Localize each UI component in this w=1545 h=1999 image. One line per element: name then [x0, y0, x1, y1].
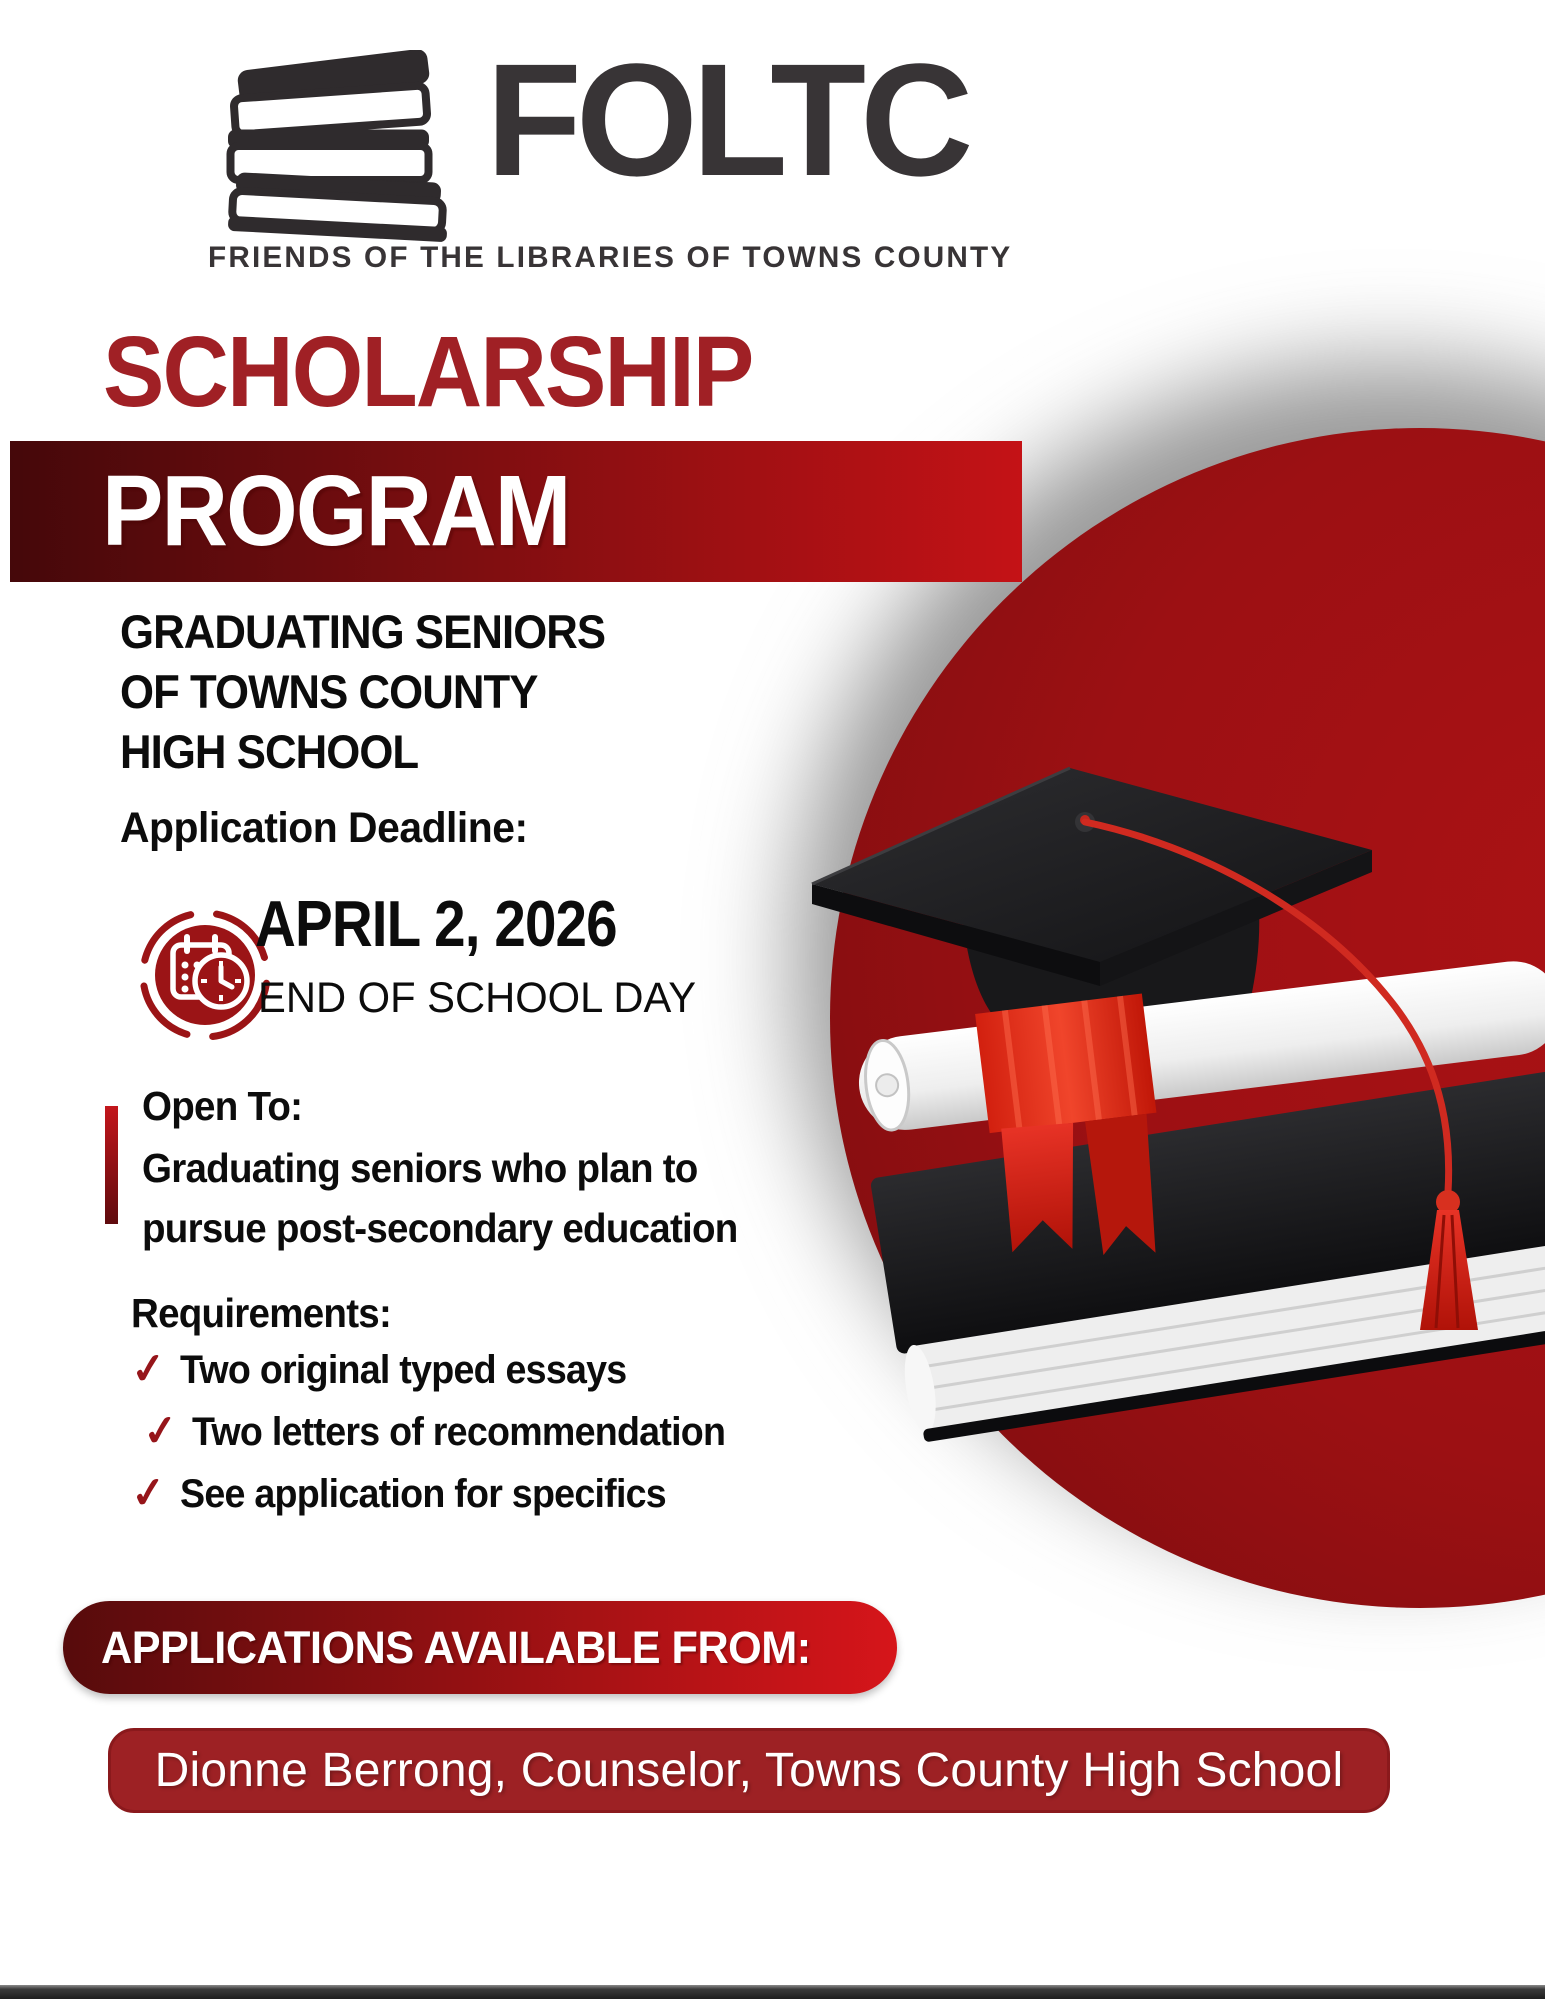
- title-scholarship: SCHOLARSHIP: [103, 316, 753, 428]
- open-to-line: pursue post-secondary education: [142, 1205, 738, 1251]
- requirement-text: Two letters of recommendation: [192, 1410, 726, 1454]
- books-stack-icon: [198, 50, 488, 245]
- open-to-heading: Open To:: [142, 1083, 303, 1129]
- cap-button: [1075, 812, 1095, 832]
- red-circle: [830, 428, 1545, 1608]
- logo-wordmark: FOLTC: [486, 30, 968, 209]
- applications-banner-text: APPLICATIONS AVAILABLE FROM:: [101, 1621, 811, 1673]
- deadline-date: APRIL 2, 2026: [255, 887, 617, 960]
- checkmark-icon: ✓: [128, 1467, 169, 1518]
- audience-line: GRADUATING SENIORS: [120, 605, 606, 658]
- open-to-body: [142, 1138, 738, 1258]
- cap-crown: [961, 856, 1259, 1018]
- audience-line: HIGH SCHOOL: [120, 725, 419, 778]
- title-program-bar: [10, 441, 1022, 582]
- tassel: [1085, 822, 1478, 1330]
- deadline-time: END OF SCHOOL DAY: [258, 974, 697, 1022]
- deadline-label: Application Deadline:: [120, 804, 528, 852]
- footer-strip: [0, 1985, 1545, 1999]
- requirement-item: [128, 1343, 759, 1410]
- requirements-list: [128, 1343, 759, 1534]
- requirement-item: [128, 1467, 759, 1534]
- contact-text: Dionne Berrong, Counselor, Towns County High School: [154, 1744, 1344, 1797]
- requirement-text: Two original typed essays: [180, 1348, 627, 1392]
- requirements-heading: Requirements:: [131, 1290, 392, 1336]
- open-to-line: Graduating seniors who plan to: [142, 1145, 698, 1191]
- diploma: [852, 943, 1545, 1286]
- requirement-text: See application for specifics: [180, 1472, 667, 1516]
- audience-heading: [120, 602, 605, 782]
- applications-banner: [63, 1601, 897, 1694]
- checkmark-icon: ✓: [140, 1405, 181, 1456]
- checkmark-icon: ✓: [128, 1343, 169, 1394]
- mortarboard: [812, 768, 1372, 962]
- audience-line: OF TOWNS COUNTY: [120, 665, 538, 718]
- title-program: PROGRAM: [102, 455, 570, 567]
- requirement-item: [140, 1405, 759, 1472]
- brand-tagline: FRIENDS OF THE LIBRARIES OF TOWNS COUNTY: [208, 241, 1013, 274]
- red-accent-bar: [105, 1106, 118, 1224]
- book: [870, 1064, 1545, 1444]
- contact-bar: [108, 1728, 1390, 1813]
